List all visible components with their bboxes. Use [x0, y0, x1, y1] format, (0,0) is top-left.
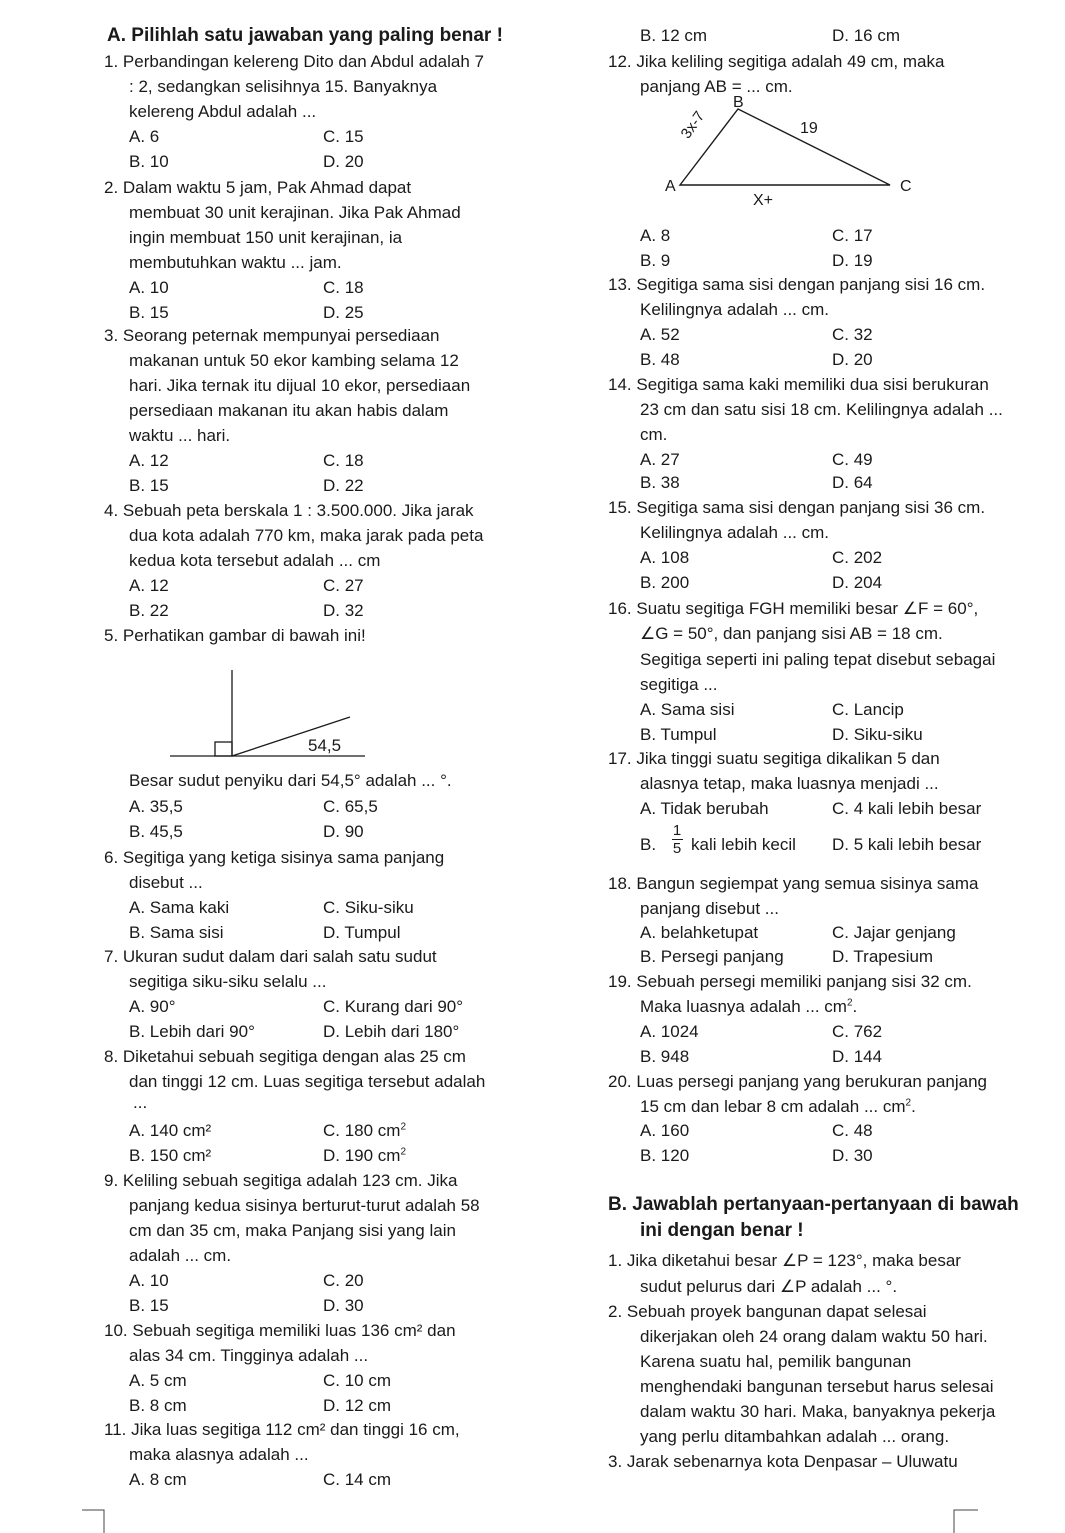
q20-option-d[interactable]: D. 30 [832, 1146, 873, 1165]
q12-side-bc: 19 [800, 120, 818, 137]
q1-option-c[interactable]: C. 15 [323, 127, 364, 146]
q17-option-b-fraction [670, 823, 684, 856]
angle-figure [160, 660, 380, 760]
q17-option-c[interactable]: C. 4 kali lebih besar [832, 799, 982, 818]
q17-option-b[interactable]: kali lebih kecil [691, 835, 796, 854]
q5-figure-label: 54,5 [308, 736, 342, 755]
q15-line-2: Kelilingnya adalah ... cm. [640, 523, 829, 542]
q19-option-c[interactable]: C. 762 [832, 1022, 883, 1041]
q10-line-2: alas 34 cm. Tingginya adalah ... [129, 1346, 369, 1365]
q13-option-d[interactable]: D. 20 [832, 350, 873, 369]
q2-option-c[interactable]: C. 18 [323, 278, 364, 297]
q13-option-c[interactable]: C. 32 [832, 325, 873, 344]
q2-line-4: membutuhkan waktu ... jam. [129, 253, 342, 272]
q17-option-b-prefix[interactable]: B. [640, 835, 657, 854]
q10-option-b[interactable]: B. 8 cm [129, 1396, 187, 1415]
q15-option-d[interactable]: D. 204 [832, 573, 883, 592]
q14-option-c[interactable]: C. 49 [832, 450, 873, 469]
q15-line-1: 15. Segitiga sama sisi dengan panjang sisi 36 cm. [608, 498, 986, 517]
q15-option-c[interactable]: C. 202 [832, 548, 883, 567]
q19-option-b[interactable]: B. 948 [640, 1047, 690, 1066]
q18-option-c[interactable]: C. Jajar genjang [832, 923, 956, 942]
q12-vertex-c: C [900, 178, 912, 195]
q14-line-2: 23 cm dan satu sisi 18 cm. Kelilingnya adalah ... [640, 400, 1003, 419]
q16-line-3: Segitiga seperti ini paling tepat disebut sebagai [640, 650, 996, 669]
q2-option-d[interactable]: D. 25 [323, 303, 364, 322]
q18-line-2: panjang disebut ... [640, 899, 779, 918]
q4-option-b[interactable]: B. 22 [129, 601, 169, 620]
essay-2-line-2: dikerjakan oleh 24 orang dalam waktu 50 hari. [640, 1327, 988, 1346]
q15-option-b[interactable]: B. 200 [640, 573, 690, 592]
q14-line-1: 14. Segitiga sama kaki memiliki dua sisi berukuran [608, 375, 989, 394]
q18-option-d[interactable]: D. Trapesium [832, 947, 934, 966]
q6-line-2: disebut ... [129, 873, 203, 892]
q8-option-c[interactable]: C. 180 $cm^2$ [323, 1121, 407, 1140]
q17-option-d[interactable]: D. 5 kali lebih besar [832, 835, 982, 854]
q13-option-b[interactable]: B. 48 [640, 350, 680, 369]
q12-side-ab: 3x-7 [677, 108, 709, 142]
q11-line-2: maka alasnya adalah ... [129, 1445, 309, 1464]
q19-option-a[interactable]: A. 1024 [640, 1022, 699, 1041]
q12-vertex-b: B [733, 94, 744, 111]
q2-option-a[interactable]: A. 10 [129, 278, 169, 297]
q20-line-2: 15 cm dan lebar 8 cm adalah ... $cm^2$. [640, 1097, 916, 1116]
q3-option-c[interactable]: C. 18 [323, 451, 364, 470]
q1-line-1: 1. Perbandingan kelereng Dito dan Abdul adalah 7 [104, 52, 484, 71]
q5-line-2: Besar sudut penyiku dari 54,5° adalah ... °. [129, 771, 452, 790]
essay-2-line-6: yang perlu ditambahkan adalah ... orang. [640, 1427, 950, 1446]
q6-line-1: 6. Segitiga yang ketiga sisinya sama panjang [104, 848, 445, 867]
q9-line-1: 9. Keliling sebuah segitiga adalah 123 cm. Jika [104, 1171, 458, 1190]
essay-2-line-5: dalam waktu 30 hari. Maka, banyaknya pekerja [640, 1402, 996, 1421]
q16-line-2: ∠G = 50°, dan panjang sisi AB = 18 cm. [640, 624, 943, 643]
q3-line-2: makanan untuk 50 ekor kambing selama 12 [129, 351, 459, 370]
q7-option-b[interactable]: B. Lebih dari 90° [129, 1022, 255, 1041]
q3-option-b[interactable]: B. 15 [129, 476, 169, 495]
q2-option-b[interactable]: B. 15 [129, 303, 169, 322]
q1-option-d[interactable]: D. 20 [323, 152, 364, 171]
q11-line-1: 11. Jika luas segitiga 112 cm² dan tinggi 16 cm, [104, 1420, 460, 1439]
essay-1-line-2: sudut pelurus dari ∠P adalah ... °. [640, 1277, 898, 1296]
q1-option-b[interactable]: B. 10 [129, 152, 169, 171]
q18-line-1: 18. Bangun segiempat yang semua sisinya sama [608, 874, 979, 893]
q11-option-a[interactable]: A. 8 cm [129, 1470, 187, 1489]
q12-line-1: 12. Jika keliling segitiga adalah 49 cm, maka [608, 52, 945, 71]
q5-option-d[interactable]: D. 90 [323, 822, 364, 841]
q4-line-1: 4. Sebuah peta berskala 1 : 3.500.000. Jika jarak [104, 501, 474, 520]
essay-2-line-1: 2. Sebuah proyek bangunan dapat selesai [608, 1302, 927, 1321]
q7-line-2: segitiga siku-siku selalu ... [129, 972, 327, 991]
q3-line-4: persediaan makanan itu akan habis dalam [129, 401, 449, 420]
section-b-title-line-1: B. Jawablah pertanyaan-pertanyaan di bawah [608, 1194, 1019, 1215]
q6-option-c[interactable]: C. Siku-siku [323, 898, 414, 917]
q9-line-3: cm dan 35 cm, maka Panjang sisi yang lain [129, 1221, 456, 1240]
q12-line-2: panjang AB = ... cm. [640, 77, 793, 96]
q6-option-b[interactable]: B. Sama sisi [129, 923, 224, 942]
q16-option-a[interactable]: A. Sama sisi [640, 700, 735, 719]
q18-option-b[interactable]: B. Persegi panjang [640, 947, 784, 966]
essay-2-line-3: Karena suatu hal, pemilik bangunan [640, 1352, 912, 1371]
q12-vertex-a: A [665, 178, 676, 195]
q12-option-a[interactable]: A. 8 [640, 226, 671, 245]
corner-mark-left [80, 1508, 110, 1533]
q17-line-1: 17. Jika tinggi suatu segitiga dikalikan 5 dan [608, 749, 940, 768]
section-b-title-line-2: ini dengan benar ! [640, 1220, 804, 1241]
q7-option-a[interactable]: A. 90° [129, 997, 176, 1016]
q4-option-c[interactable]: C. 27 [323, 576, 364, 595]
q16-line-1: 16. Suatu segitiga FGH memiliki besar ∠F = 60°, [608, 599, 979, 618]
q7-option-d[interactable]: D. Lebih dari 180° [323, 1022, 460, 1041]
q4-option-a[interactable]: A. 12 [129, 576, 169, 595]
q17-fraction-denominator: 5 [672, 840, 682, 857]
q10-line-1: 10. Sebuah segitiga memiliki luas 136 cm² dan [104, 1321, 456, 1340]
q8-line-1: 8. Diketahui sebuah segitiga dengan alas 25 cm [104, 1047, 466, 1066]
q2-line-1: 2. Dalam waktu 5 jam, Pak Ahmad dapat [104, 178, 412, 197]
q16-option-b[interactable]: B. Tumpul [640, 725, 717, 744]
q20-option-b[interactable]: B. 120 [640, 1146, 690, 1165]
q2-line-3: ingin membuat 150 unit kerajinan, ia [129, 228, 403, 247]
q19-line-2: Maka luasnya adalah ... $cm^2$. [640, 997, 858, 1016]
q3-line-5: waktu ... hari. [129, 426, 231, 445]
q9-option-b[interactable]: B. 15 [129, 1296, 169, 1315]
q12-side-ac: X+ [753, 192, 774, 209]
q8-line-2: dan tinggi 12 cm. Luas segitiga tersebut adalah [129, 1072, 486, 1091]
q9-line-4: adalah ... cm. [129, 1246, 232, 1265]
q3-option-a[interactable]: A. 12 [129, 451, 169, 470]
q5-option-a[interactable]: A. 35,5 [129, 797, 183, 816]
q2-line-2: membuat 30 unit kerajinan. Jika Pak Ahmad [129, 203, 461, 222]
section-a-title: A. Pilihlah satu jawaban yang paling benar ! [107, 25, 503, 46]
q9-option-a[interactable]: A. 10 [129, 1271, 169, 1290]
q12-option-c[interactable]: C. 17 [832, 226, 873, 245]
q20-option-c[interactable]: C. 48 [832, 1121, 873, 1140]
q11-option-c[interactable]: C. 14 cm [323, 1470, 392, 1489]
q3-option-d[interactable]: D. 22 [323, 476, 364, 495]
q6-option-d[interactable]: D. Tumpul [323, 923, 401, 942]
q17-option-a[interactable]: A. Tidak berubah [640, 799, 769, 818]
q20-option-a[interactable]: A. 160 [640, 1121, 690, 1140]
q14-line-3: cm. [640, 425, 668, 444]
q14-option-a[interactable]: A. 27 [640, 450, 680, 469]
q7-option-c[interactable]: C. Kurang dari 90° [323, 997, 464, 1016]
q7-line-1: 7. Ukuran sudut dalam dari salah satu sudut [104, 947, 437, 966]
q4-line-2: dua kota adalah 770 km, maka jarak pada peta [129, 526, 484, 545]
q9-line-2: panjang kedua sisinya berturut-turut adalah 58 [129, 1196, 480, 1215]
q10-option-c[interactable]: C. 10 cm [323, 1371, 392, 1390]
q12-option-d[interactable]: D. 19 [832, 251, 873, 270]
q17-line-2: alasnya tetap, maka luasnya menjadi ... [640, 774, 939, 793]
q1-line-2: : 2, sedangkan selisihnya 15. Banyaknya [129, 77, 438, 96]
q5-line-1: 5. Perhatikan gambar di bawah ini! [104, 626, 366, 645]
q16-option-c[interactable]: C. Lancip [832, 700, 904, 719]
q15-option-a[interactable]: A. 108 [640, 548, 690, 567]
essay-2-line-4: menghendaki bangunan tersebut harus selesai [640, 1377, 994, 1396]
q10-option-a[interactable]: A. 5 cm [129, 1371, 187, 1390]
q11-option-d[interactable]: D. 16 cm [832, 26, 901, 45]
q1-option-a[interactable]: A. 6 [129, 127, 160, 146]
q18-option-a[interactable]: A. belahketupat [640, 923, 759, 942]
q16-line-4: segitiga ... [640, 675, 718, 694]
q13-line-2: Kelilingnya adalah ... cm. [640, 300, 829, 319]
q13-line-1: 13. Segitiga sama sisi dengan panjang sisi 16 cm. [608, 275, 986, 294]
q5-option-b[interactable]: B. 45,5 [129, 822, 183, 841]
q19-line-1: 19. Sebuah persegi memiliki panjang sisi 32 cm. [608, 972, 972, 991]
q11-option-b[interactable]: B. 12 cm [640, 26, 708, 45]
q10-option-d[interactable]: D. 12 cm [323, 1396, 392, 1415]
essay-1-line-1: 1. Jika diketahui besar ∠P = 123°, maka besar [608, 1251, 961, 1270]
q8-option-d[interactable]: D. 190 $cm^2$ [323, 1146, 407, 1165]
q8-line-3: ... [133, 1093, 148, 1112]
q12-option-b[interactable]: B. 9 [640, 251, 671, 270]
q16-option-d[interactable]: D. Siku-siku [832, 725, 923, 744]
q1-line-3: kelereng Abdul adalah ... [129, 102, 317, 121]
q19-option-d[interactable]: D. 144 [832, 1047, 883, 1066]
q4-option-d[interactable]: D. 32 [323, 601, 364, 620]
q3-line-1: 3. Seorang peternak mempunyai persediaan [104, 326, 440, 345]
q9-option-c[interactable]: C. 20 [323, 1271, 364, 1290]
q14-option-d[interactable]: D. 64 [832, 473, 873, 492]
q20-line-1: 20. Luas persegi panjang yang berukuran panjang [608, 1072, 988, 1091]
essay-3-line-1: 3. Jarak sebenarnya kota Denpasar – Uluwatu [608, 1452, 958, 1471]
q13-option-a[interactable]: A. 52 [640, 325, 680, 344]
q5-option-c[interactable]: C. 65,5 [323, 797, 378, 816]
q4-line-3: kedua kota tersebut adalah ... cm [129, 551, 381, 570]
q6-option-a[interactable]: A. Sama kaki [129, 898, 230, 917]
corner-mark-right [952, 1508, 982, 1533]
q17-fraction-numerator: 1 [672, 822, 682, 839]
q9-option-d[interactable]: D. 30 [323, 1296, 364, 1315]
q8-option-a[interactable]: A. 140 cm² [129, 1121, 212, 1140]
q8-option-b[interactable]: B. 150 cm² [129, 1146, 212, 1165]
q3-line-3: hari. Jika ternak itu dijual 10 ekor, persediaan [129, 376, 471, 395]
q14-option-b[interactable]: B. 38 [640, 473, 680, 492]
